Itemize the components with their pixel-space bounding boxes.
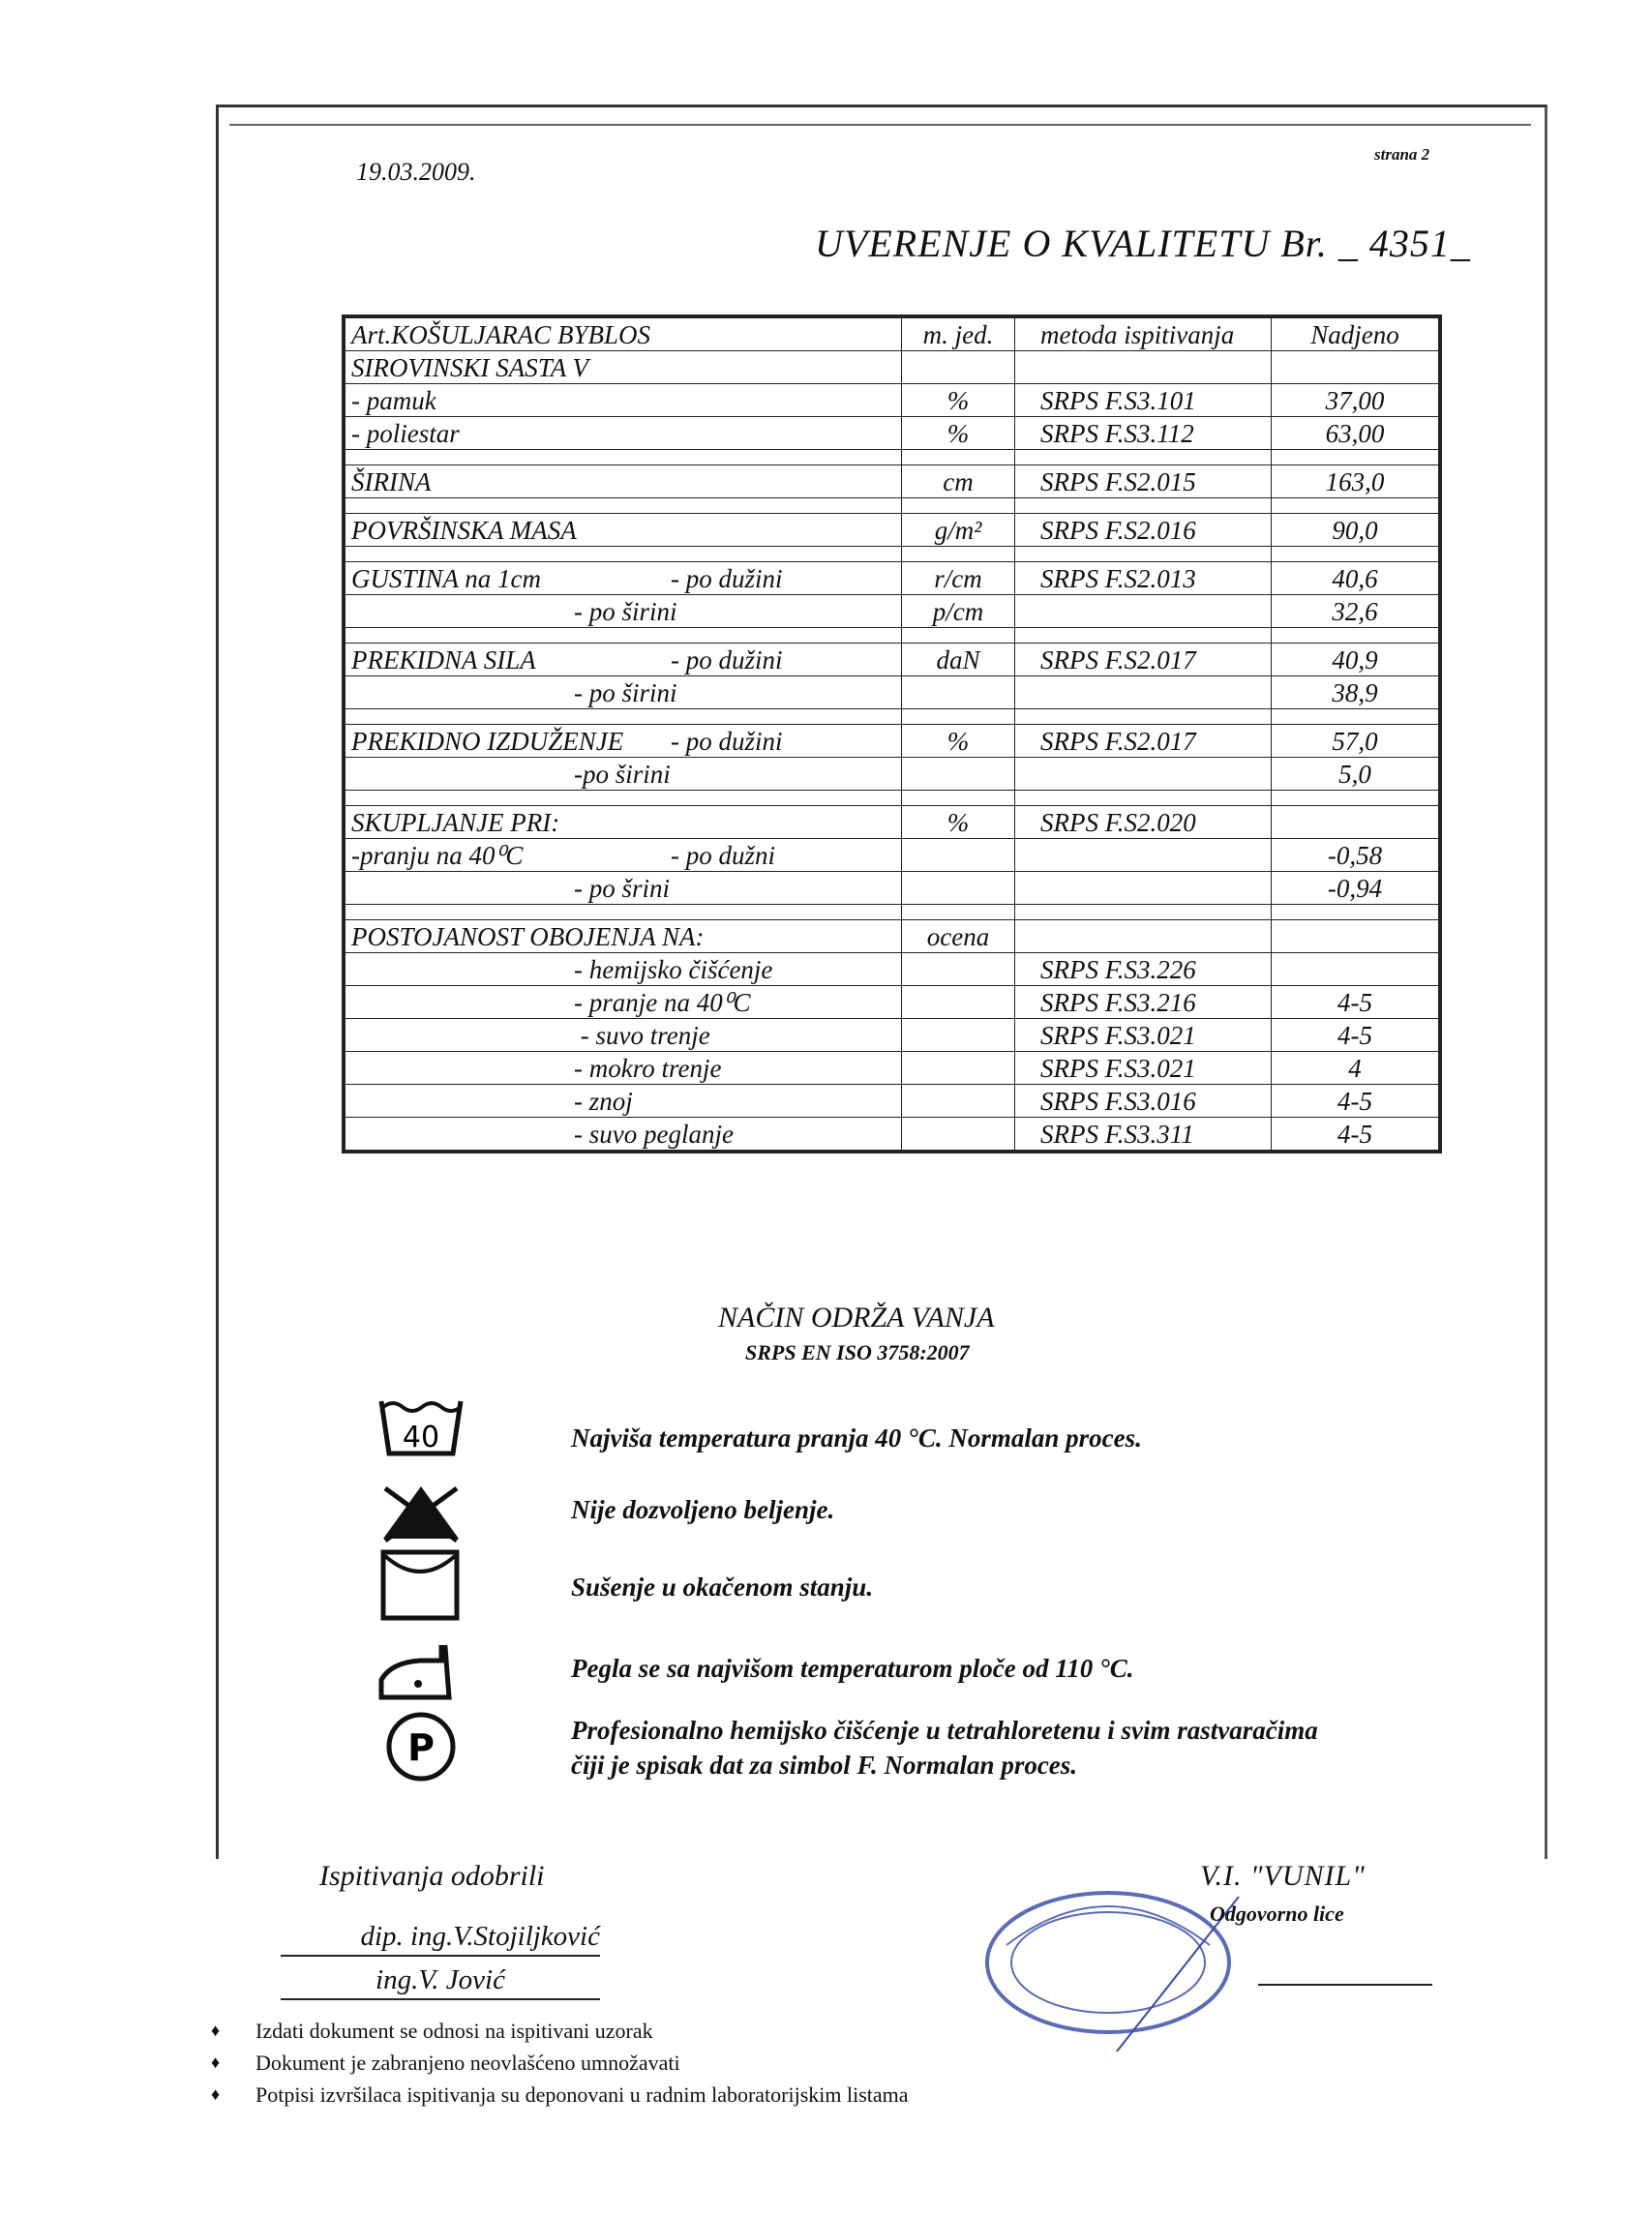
row-label	[345, 384, 902, 417]
svg-text:40: 40	[402, 1421, 440, 1454]
row-label	[345, 986, 902, 1019]
table-row	[345, 1085, 1439, 1118]
row-method	[1015, 450, 1272, 465]
row-label	[345, 498, 902, 514]
row-unit	[902, 872, 1015, 905]
row-method	[1015, 839, 1272, 872]
row-unit	[902, 839, 1015, 872]
row-method: SRPS F.S2.020	[1015, 806, 1272, 839]
signature-line	[1258, 1984, 1432, 1986]
row-name: SIROVINSKI SASTA V	[351, 352, 588, 382]
row-direction: - hemijsko čišćenje	[574, 954, 773, 984]
row-method	[1015, 758, 1272, 791]
row-method: SRPS F.S2.017	[1015, 725, 1272, 758]
iron-one-dot-icon	[377, 1645, 465, 1703]
row-value	[1272, 806, 1439, 839]
table-row	[345, 644, 1439, 676]
table-row	[345, 417, 1439, 450]
row-unit	[902, 709, 1015, 725]
row-unit	[902, 1085, 1015, 1118]
row-unit: r/cm	[902, 562, 1015, 595]
table-spacer-row	[345, 791, 1439, 806]
row-method	[1015, 676, 1272, 709]
table-row	[345, 562, 1439, 595]
table-body	[345, 351, 1439, 1151]
row-name: ŠIRINA	[351, 466, 432, 496]
row-label	[345, 417, 902, 450]
row-unit	[902, 905, 1015, 920]
row-value: 40,6	[1272, 562, 1439, 595]
row-label	[345, 514, 902, 547]
row-label	[345, 806, 902, 839]
row-value: 38,9	[1272, 676, 1439, 709]
table-row	[345, 758, 1439, 791]
row-unit	[902, 547, 1015, 562]
row-method: SRPS F.S3.021	[1015, 1052, 1272, 1085]
row-label	[345, 791, 902, 806]
row-unit	[902, 1019, 1015, 1052]
row-method: SRPS F.S3.101	[1015, 384, 1272, 417]
note-item: ♦ Potpisi izvršilaca ispitivanja su deponovani u radnim laboratorijskim listama	[211, 2079, 909, 2111]
row-direction: - po dužni	[671, 840, 775, 870]
table-row	[345, 351, 1439, 384]
row-label	[345, 1118, 902, 1151]
row-direction: - po dužini	[671, 644, 783, 674]
row-value	[1272, 953, 1439, 986]
table-row	[345, 953, 1439, 986]
row-unit: %	[902, 384, 1015, 417]
row-direction: - po dužini	[671, 726, 783, 756]
header-method: metoda ispitivanja	[1015, 318, 1272, 351]
row-unit: p/cm	[902, 595, 1015, 628]
row-direction: - po širini	[574, 677, 677, 707]
row-value: 4-5	[1272, 986, 1439, 1019]
row-unit: ocena	[902, 920, 1015, 953]
care-text-wash: Najviša temperatura pranja 40 °C. Normalan proces.	[571, 1423, 1142, 1453]
document-date: 19.03.2009.	[356, 158, 476, 186]
row-method: SRPS F.S3.016	[1015, 1085, 1272, 1118]
row-value: -0,94	[1272, 872, 1439, 905]
note-item: ♦ Dokument je zabranjeno neovlašćeno umnožavati	[211, 2047, 909, 2079]
row-unit	[902, 953, 1015, 986]
engineer-1: dip. ing.V.Stojiljković	[281, 1921, 600, 1957]
row-name: -pranju na 40⁰C	[351, 840, 524, 870]
row-method: SRPS F.S3.311	[1015, 1118, 1272, 1151]
svg-text:P: P	[407, 1726, 435, 1769]
row-value: 37,00	[1272, 384, 1439, 417]
row-value	[1272, 791, 1439, 806]
row-method: SRPS F.S3.112	[1015, 417, 1272, 450]
frame-inner-line	[229, 124, 1531, 126]
row-value: 32,6	[1272, 595, 1439, 628]
row-value: 5,0	[1272, 758, 1439, 791]
dry-clean-p-icon	[377, 1710, 465, 1783]
row-method	[1015, 709, 1272, 725]
row-unit	[902, 791, 1015, 806]
row-direction: - po širini	[574, 596, 677, 626]
row-name: - poliestar	[351, 418, 460, 448]
no-bleach-icon	[377, 1483, 465, 1543]
row-method: SRPS F.S3.226	[1015, 953, 1272, 986]
row-value: 4-5	[1272, 1019, 1439, 1052]
row-label	[345, 905, 902, 920]
row-unit: cm	[902, 465, 1015, 498]
company-name: V.I. "VUNIL"	[1200, 1860, 1366, 1892]
maintenance-standard: SRPS EN ISO 3758:2007	[745, 1340, 970, 1364]
table-spacer-row	[345, 547, 1439, 562]
row-unit: %	[902, 417, 1015, 450]
row-direction: - suvo peglanje	[574, 1119, 734, 1149]
page-number: strana 2	[1374, 145, 1430, 164]
row-value	[1272, 547, 1439, 562]
row-direction: - znoj	[574, 1086, 633, 1116]
row-unit	[902, 986, 1015, 1019]
row-unit	[902, 1052, 1015, 1085]
row-value	[1272, 450, 1439, 465]
row-label	[345, 1085, 902, 1118]
row-unit: daN	[902, 644, 1015, 676]
row-label	[345, 920, 902, 953]
row-method: SRPS F.S2.013	[1015, 562, 1272, 595]
row-method: SRPS F.S2.016	[1015, 514, 1272, 547]
row-value	[1272, 905, 1439, 920]
maintenance-title: NAČIN ODRŽA VANJA	[718, 1302, 995, 1333]
row-label	[345, 351, 902, 384]
row-method	[1015, 547, 1272, 562]
row-value: -0,58	[1272, 839, 1439, 872]
row-method: SRPS F.S3.216	[1015, 986, 1272, 1019]
row-unit	[902, 758, 1015, 791]
row-direction: -po širini	[574, 759, 671, 789]
care-text-dry: Sušenje u okačenom stanju.	[571, 1573, 874, 1602]
table-row	[345, 872, 1439, 905]
row-label	[345, 450, 902, 465]
row-unit	[902, 676, 1015, 709]
row-name: SKUPLJANJE PRI:	[351, 807, 560, 837]
row-unit: g/m²	[902, 514, 1015, 547]
row-label	[345, 709, 902, 725]
table-spacer-row	[345, 905, 1439, 920]
quality-table	[342, 315, 1442, 1153]
table-row	[345, 1052, 1439, 1085]
table-row	[345, 676, 1439, 709]
row-method	[1015, 498, 1272, 514]
row-label	[345, 1052, 902, 1085]
row-method	[1015, 791, 1272, 806]
notes-list	[211, 2015, 909, 2111]
header-article: Art.KOŠULJARAC BYBLOS	[345, 318, 902, 351]
row-label	[345, 758, 902, 791]
table-spacer-row	[345, 709, 1439, 725]
table-header-row	[345, 318, 1439, 351]
line-dry-icon	[377, 1548, 465, 1622]
row-value	[1272, 920, 1439, 953]
table-spacer-row	[345, 450, 1439, 465]
row-name: GUSTINA na 1cm	[351, 563, 542, 593]
care-text-bleach: Nije dozvoljeno beljenje.	[571, 1495, 835, 1524]
row-label	[345, 547, 902, 562]
row-label	[345, 562, 902, 595]
row-unit	[902, 498, 1015, 514]
wash-40-icon	[377, 1397, 465, 1461]
row-value: 63,00	[1272, 417, 1439, 450]
care-text-dryclean: Profesionalno hemijsko čišćenje u tetrahloretenu i svim rastvaračima čiji je spisak dat za simbol F. Normalan proces.	[571, 1716, 1318, 1780]
document-title: UVERENJE O KVALITETU Br. _ 4351_	[815, 222, 1471, 265]
row-method: SRPS F.S3.021	[1015, 1019, 1272, 1052]
row-unit	[902, 628, 1015, 644]
row-unit	[902, 351, 1015, 384]
table-spacer-row	[345, 498, 1439, 514]
row-label	[345, 465, 902, 498]
row-label	[345, 676, 902, 709]
table-row	[345, 725, 1439, 758]
row-label	[345, 725, 902, 758]
care-text-iron: Pegla se sa najvišom temperaturom ploče od 110 °C.	[571, 1654, 1134, 1683]
table-row	[345, 986, 1439, 1019]
row-name: PREKIDNO IZDUŽENJE	[351, 726, 624, 756]
row-label	[345, 839, 902, 872]
row-value: 163,0	[1272, 465, 1439, 498]
approved-label: Ispitivanja odobrili	[319, 1860, 545, 1892]
row-name: - pamuk	[351, 385, 436, 415]
note-item: ♦ Izdati dokument se odnosi na ispitivani uzorak	[211, 2015, 909, 2047]
row-label	[345, 628, 902, 644]
row-value	[1272, 498, 1439, 514]
row-direction: - po dužini	[671, 563, 783, 593]
row-method: SRPS F.S2.015	[1015, 465, 1272, 498]
row-method	[1015, 351, 1272, 384]
row-method	[1015, 628, 1272, 644]
row-direction: - suvo trenje	[574, 1020, 710, 1050]
table-row	[345, 920, 1439, 953]
row-unit: %	[902, 806, 1015, 839]
row-label	[345, 644, 902, 676]
row-name: POVRŠINSKA MASA	[351, 515, 577, 545]
header-found: Nadjeno	[1272, 318, 1439, 351]
table-row	[345, 465, 1439, 498]
row-value	[1272, 628, 1439, 644]
row-method	[1015, 905, 1272, 920]
row-value: 90,0	[1272, 514, 1439, 547]
row-value: 4	[1272, 1052, 1439, 1085]
row-name: POSTOJANOST OBOJENJA NA:	[351, 921, 705, 951]
row-value: 40,9	[1272, 644, 1439, 676]
table-row	[345, 384, 1439, 417]
row-name: PREKIDNA SILA	[351, 644, 536, 674]
table-row	[345, 1019, 1439, 1052]
row-method	[1015, 872, 1272, 905]
row-value: 4-5	[1272, 1118, 1439, 1151]
responsible-person: Odgovorno lice	[1210, 1902, 1344, 1926]
table-row	[345, 839, 1439, 872]
header-unit: m. jed.	[902, 318, 1015, 351]
row-value: 57,0	[1272, 725, 1439, 758]
row-value: 4-5	[1272, 1085, 1439, 1118]
row-value	[1272, 709, 1439, 725]
row-unit: %	[902, 725, 1015, 758]
table-spacer-row	[345, 628, 1439, 644]
engineer-2: ing.V. Jović	[281, 1964, 600, 2000]
row-unit	[902, 1118, 1015, 1151]
row-method: SRPS F.S2.017	[1015, 644, 1272, 676]
row-value	[1272, 351, 1439, 384]
row-method	[1015, 595, 1272, 628]
table-row	[345, 595, 1439, 628]
row-label	[345, 1019, 902, 1052]
row-direction: - pranje na 40⁰C	[574, 987, 751, 1017]
row-label	[345, 953, 902, 986]
table-row	[345, 1118, 1439, 1151]
row-label	[345, 595, 902, 628]
row-direction: - po šrini	[574, 873, 671, 903]
row-unit	[902, 450, 1015, 465]
row-label	[345, 872, 902, 905]
row-direction: - mokro trenje	[574, 1053, 722, 1083]
table-row	[345, 514, 1439, 547]
row-method	[1015, 920, 1272, 953]
table-row	[345, 806, 1439, 839]
